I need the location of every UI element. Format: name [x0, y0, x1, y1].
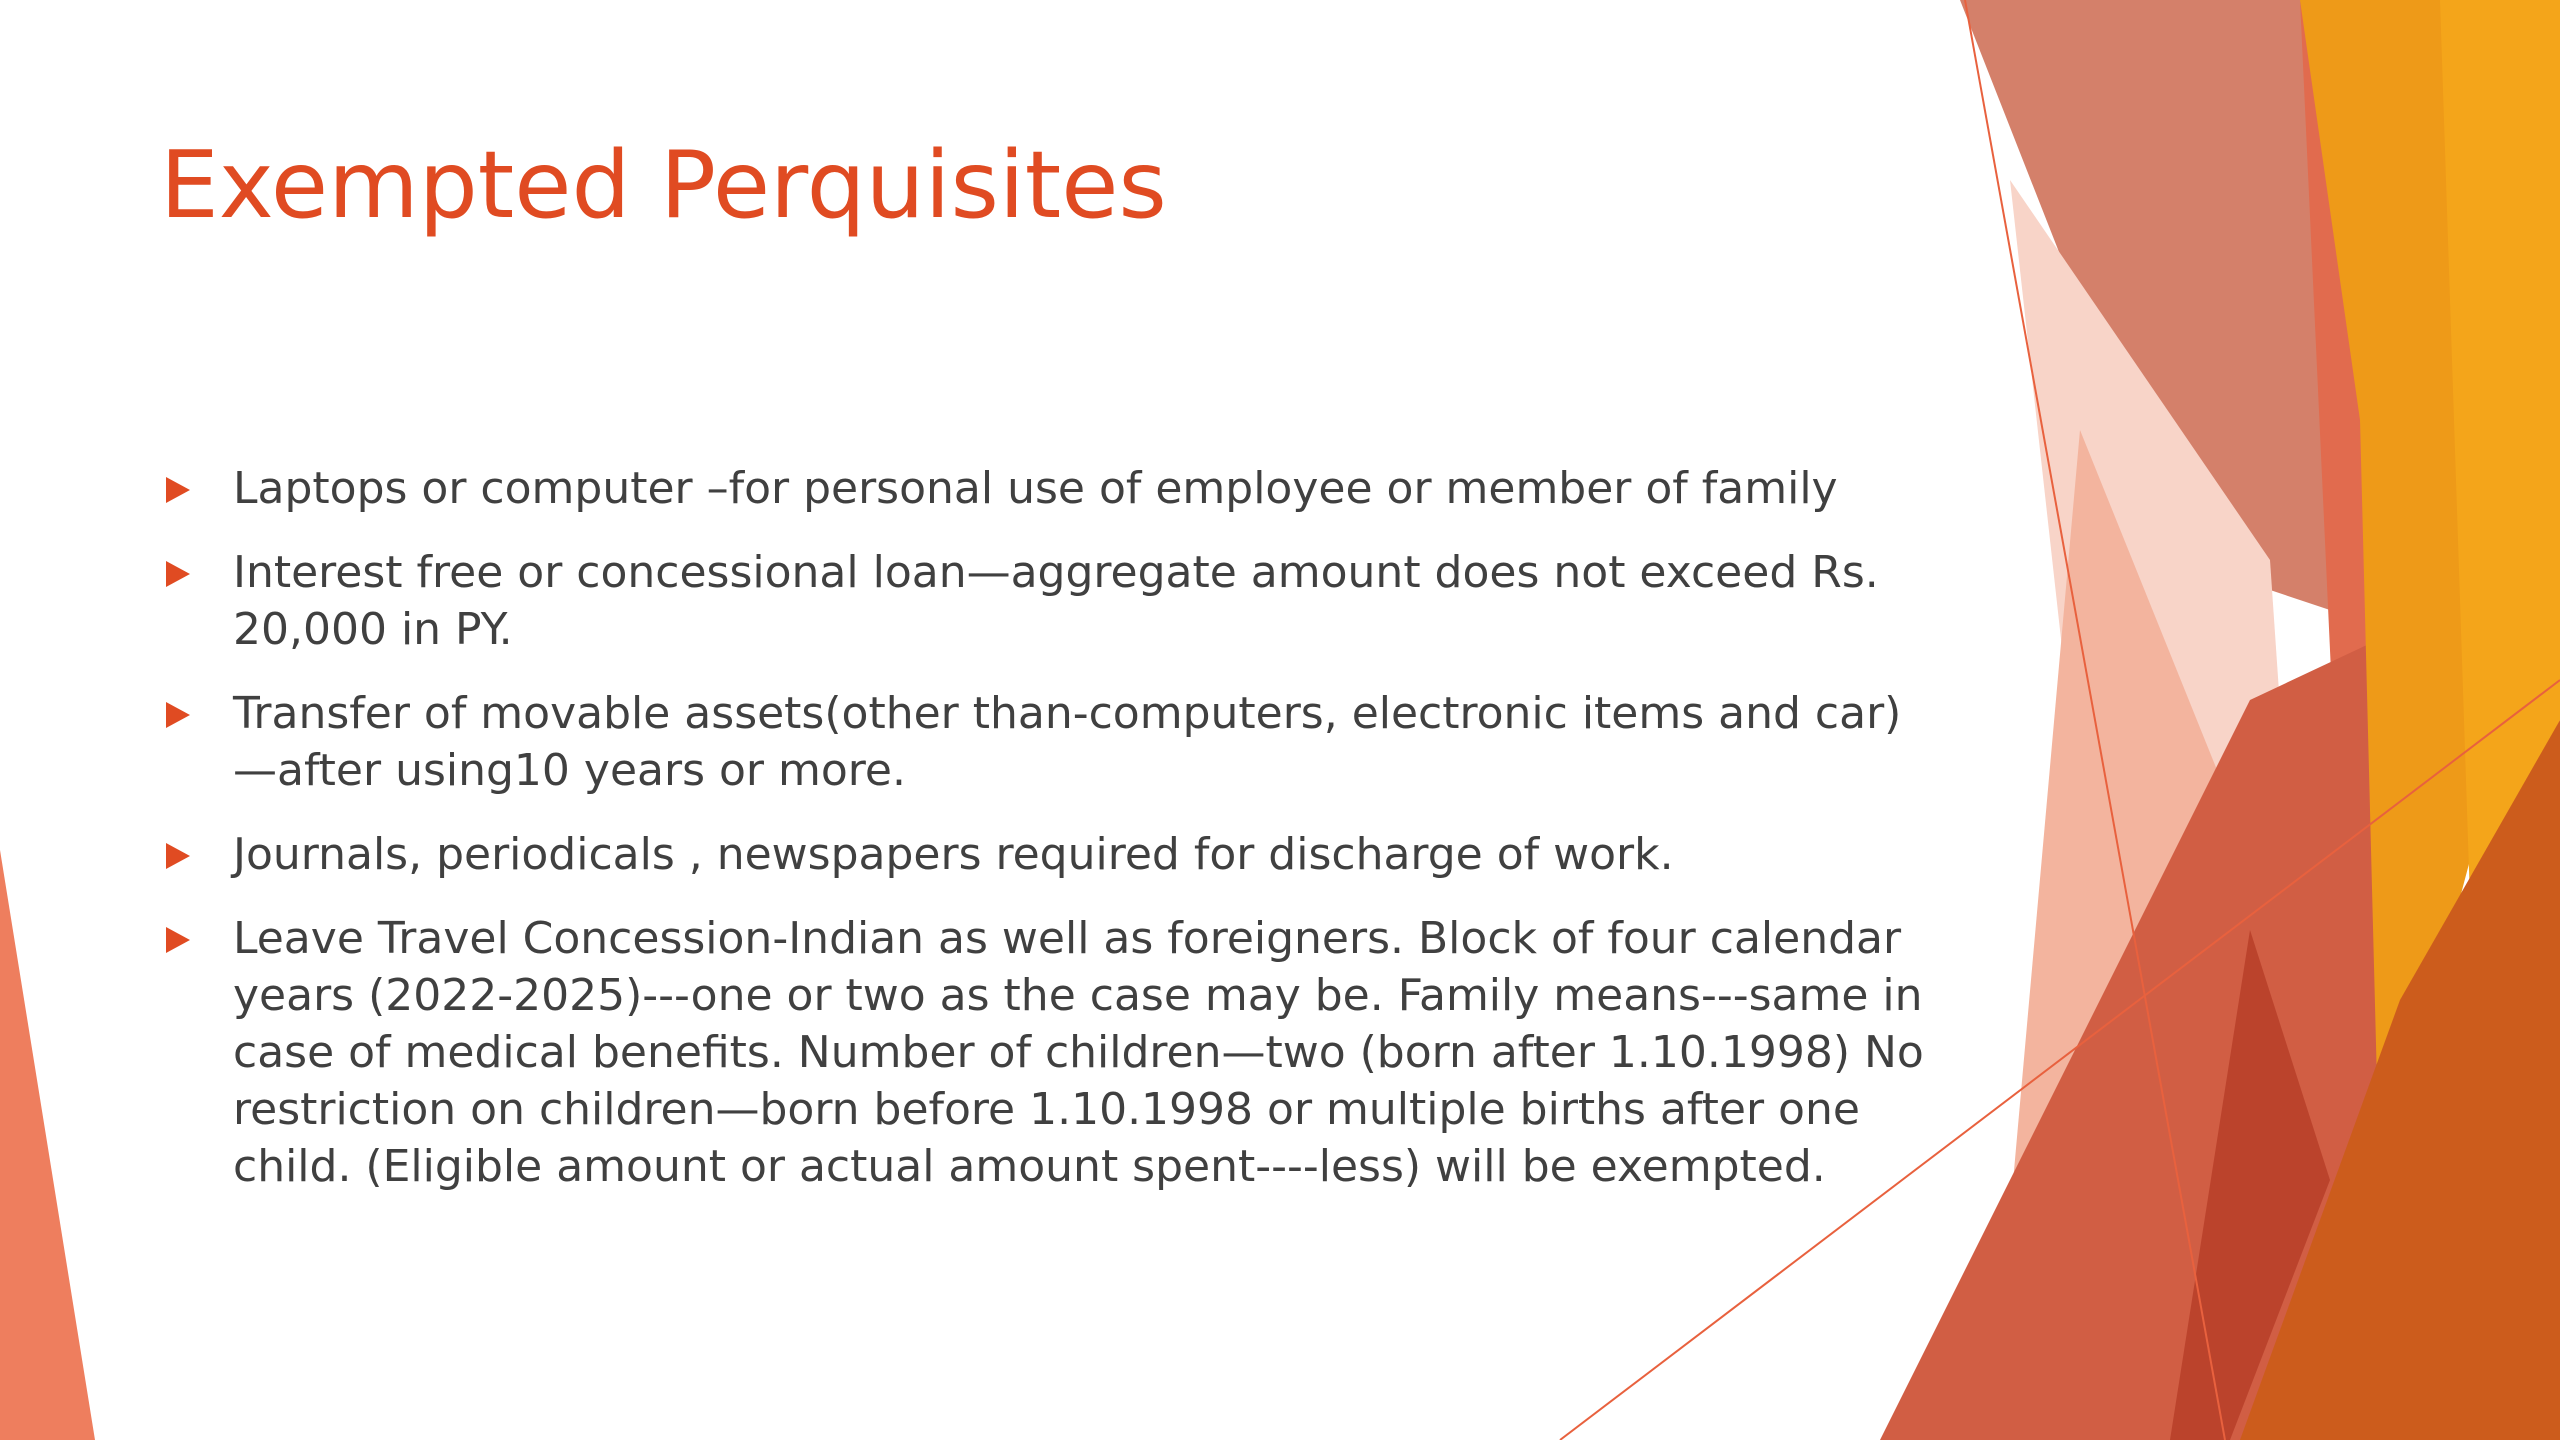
bullet-list [160, 460, 1930, 1222]
bullet-item-laptops [160, 460, 1930, 517]
bullet-item-loan [160, 544, 1930, 658]
bullet-arrow-icon [166, 843, 190, 869]
bullet-arrow-icon [166, 702, 190, 728]
bullet-arrow-icon [166, 477, 190, 503]
bullet-item-leave-travel [160, 910, 1930, 1195]
bullet-text: Leave Travel Concession-Indian as well as foreigners. Block of four calendar years (2022-2025)---one or two as the case may be. Family means---same in case of medical benefits. Number of children—two (born after 1.10.1998) No restriction on children—born before 1.10.1998 or multiple births after one child. (Eligible amount or actual amount spent----less) will be exempted. [233, 913, 1924, 1192]
bullet-text: Journals, periodicals , newspapers required for discharge of work. [233, 829, 1674, 880]
slide-title: Exempted Perquisites [160, 131, 1167, 239]
bullet-text: Transfer of movable assets(other than-computers, electronic items and car)—after using10 years or more. [233, 688, 1902, 796]
bullet-item-movable-assets [160, 685, 1930, 799]
bullet-text: Interest free or concessional loan—aggregate amount does not exceed Rs. 20,000 in PY. [233, 547, 1879, 655]
left-edge-shape [0, 850, 95, 1440]
bullet-arrow-icon [166, 927, 190, 953]
bullet-arrow-icon [166, 561, 190, 587]
bullet-text: Laptops or computer –for personal use of employee or member of family [233, 463, 1838, 514]
bullet-item-journals [160, 826, 1930, 883]
